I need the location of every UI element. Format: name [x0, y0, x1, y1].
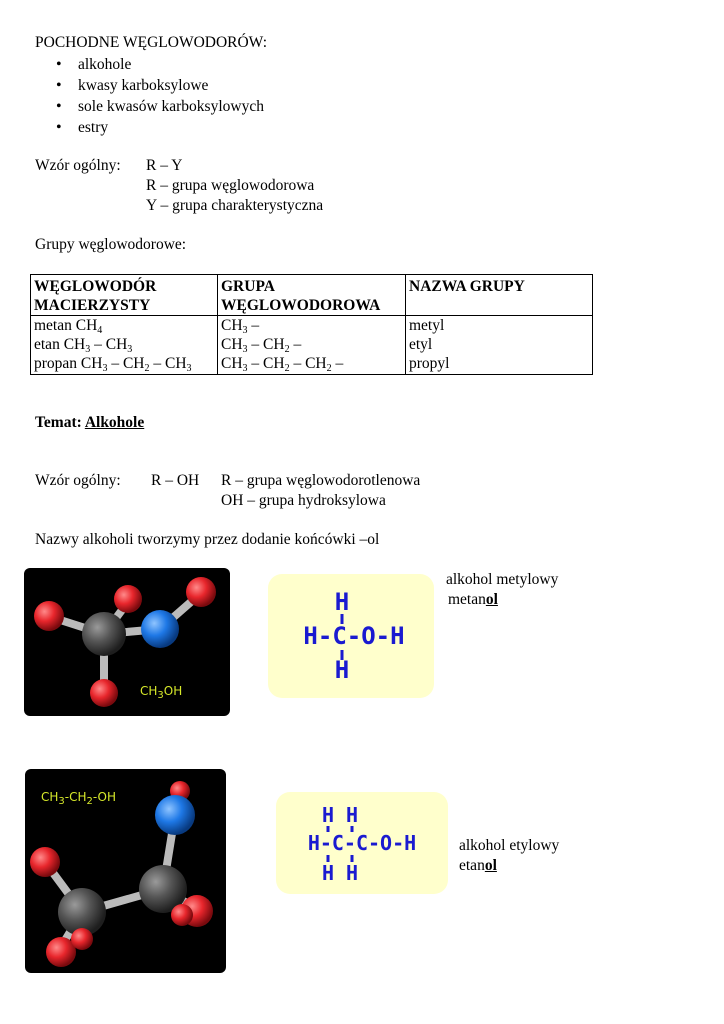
methanol-ball-model — [24, 568, 230, 716]
methanol-short-name: metanol — [448, 591, 498, 608]
table-body-row — [31, 316, 593, 375]
chem-formula: metan $CH_4$ — [34, 317, 103, 336]
ethanol-ball-model — [25, 769, 226, 973]
list-item: • kwasy karboksylowe — [52, 75, 264, 96]
general-formula-y: Y – grupa charakterystyczna — [146, 197, 324, 214]
methanol-model-caption: $CH_3OH$ — [140, 684, 183, 701]
list-item: • alkohole — [52, 54, 264, 75]
suffix-ol: ol — [484, 857, 497, 874]
structure-row: H-C-O-H — [303, 622, 405, 650]
structure-row: H H — [321, 803, 359, 827]
chem-formula: $CH_3 - CH_2$ – — [221, 336, 302, 355]
methanol-model-image — [24, 568, 230, 716]
ethanol-name: alkohol etylowy — [459, 837, 560, 854]
table-cell-parent — [31, 316, 218, 375]
ethanol-short-name: etanol — [459, 857, 497, 874]
group-name: metyl — [409, 317, 445, 334]
hydrocarbon-groups-table — [30, 274, 593, 375]
topic-label: Temat: — [35, 414, 82, 431]
chem-formula: $CH_3 - CH_2 - CH_2$ – — [221, 355, 344, 374]
chem-formula: etan $CH_3 - CH_3$ — [34, 336, 133, 355]
alcohol-formula-oh: OH – grupa hydroksylowa — [221, 492, 386, 509]
chem-formula: $CH_3$ – — [221, 317, 260, 336]
list-item: • sole kwasów karboksylowych — [52, 96, 264, 117]
topic-title: Alkohole — [84, 414, 145, 431]
general-formula-r: R – grupa węglowodorowa — [146, 177, 315, 194]
structure-row: H H — [321, 861, 359, 885]
naming-rule: Nazwy alkoholi tworzymy przez dodanie końcówki –ol — [35, 531, 380, 548]
group-name: etyl — [409, 336, 433, 353]
table-header-group: GRUPA WĘGLOWODOROWA — [218, 275, 406, 316]
alcohol-formula: R – OH — [151, 472, 200, 489]
groups-heading: Grupy węglowodorowe: — [35, 236, 187, 253]
group-name: propyl — [409, 355, 450, 372]
table-cell-name — [406, 316, 593, 375]
chem-formula: propan $CH_3 - CH_2 - CH_3$ — [34, 355, 192, 374]
alcohol-formula-r: R – grupa węglowodorotlenowa — [221, 472, 421, 489]
methanol-structural-formula — [268, 574, 434, 698]
ethanol-structural-formula — [276, 792, 448, 894]
general-formula-label: Wzór ogólny: — [35, 157, 121, 174]
structure-row: H — [334, 656, 350, 684]
ethanol-structure-diagram — [276, 792, 448, 894]
table-header-row — [31, 275, 593, 316]
table-cell-group — [218, 316, 406, 375]
methanol-name: alkohol metylowy — [446, 571, 559, 588]
ethanol-model-caption: $CH_3-CH_2-OH$ — [41, 790, 117, 807]
topic-line — [35, 414, 144, 432]
table-header-name: NAZWA GRUPY — [406, 275, 593, 316]
alcohol-formula-label: Wzór ogólny: — [35, 472, 121, 489]
page-title: POCHODNE WĘGLOWODORÓW: — [35, 34, 268, 51]
structure-row: H — [334, 588, 350, 616]
structure-row: H-C-C-O-H — [307, 831, 417, 855]
list-item: • estry — [52, 117, 264, 138]
derivatives-list — [52, 54, 264, 138]
general-formula: R – Y — [146, 157, 183, 174]
suffix-ol: ol — [485, 591, 498, 608]
table-header-parent: WĘGLOWODÓR MACIERZYSTY — [31, 275, 218, 316]
methanol-structure-diagram — [268, 574, 434, 698]
